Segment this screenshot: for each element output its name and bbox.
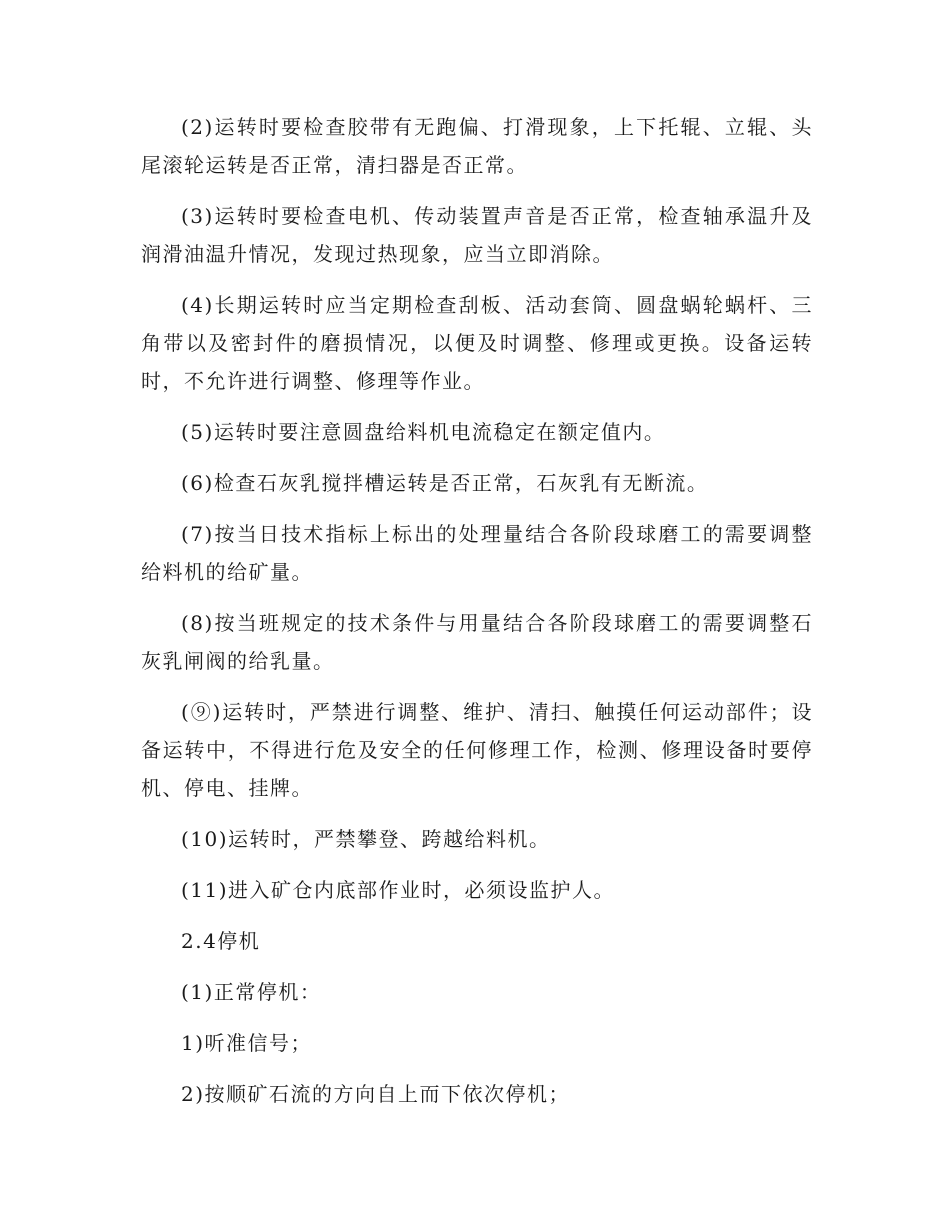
paragraph-no-climbing: (10)运转时，严禁攀登、跨越给料机。 bbox=[181, 827, 551, 851]
paragraph-belt-check: (2)运转时要检查胶带有无跑偏、打滑现象，上下托辊、立辊、头尾滚轮运转是否正常，清扫器是否正常。 bbox=[141, 115, 813, 177]
section-heading-shutdown: 2.4停机 bbox=[181, 929, 261, 953]
paragraph-feed-adjust: (7)按当日技术指标上标出的处理量结合各阶段球磨工的需要调整给料机的给矿量。 bbox=[141, 522, 813, 584]
paragraph-current-check: (5)运转时要注意圆盘给料机电流稳定在额定值内。 bbox=[181, 420, 666, 444]
paragraph-motor-check: (3)运转时要检查电机、传动装置声音是否正常，检查轴承温升及润滑油温升情况，发现过热现象，应当立即消除。 bbox=[141, 204, 813, 266]
paragraph-wear-inspection: (4)长期运转时应当定期检查刮板、活动套筒、圆盘蜗轮蜗杆、三角带以及密封件的磨损情况，以便及时调整、修理或更换。设备运转时，不允许进行调整、修理等作业。 bbox=[141, 293, 813, 393]
document-body bbox=[141, 108, 813, 1126]
paragraph-lime-tank-check: (6)检查石灰乳搅拌槽运转是否正常，石灰乳有无断流。 bbox=[181, 471, 709, 495]
paragraph-bin-supervision: (11)进入矿仓内底部作业时，必须设监护人。 bbox=[181, 878, 616, 902]
paragraph-lime-valve-adjust: (8)按当班规定的技术条件与用量结合各阶段球磨工的需要调整石灰乳闸阀的给乳量。 bbox=[141, 611, 813, 673]
paragraph-stop-sequence: 2)按顺矿石流的方向自上而下依次停机； bbox=[181, 1082, 571, 1106]
paragraph-safety-rules: (⑨)运转时，严禁进行调整、维护、清扫、触摸任何运动部件；设备运转中，不得进行危及安全的任何修理工作，检测、修理设备时要停机、停电、挂牌。 bbox=[141, 700, 813, 800]
paragraph-normal-shutdown: (1)正常停机： bbox=[181, 980, 322, 1004]
paragraph-listen-signal: 1)听准信号； bbox=[181, 1031, 313, 1055]
